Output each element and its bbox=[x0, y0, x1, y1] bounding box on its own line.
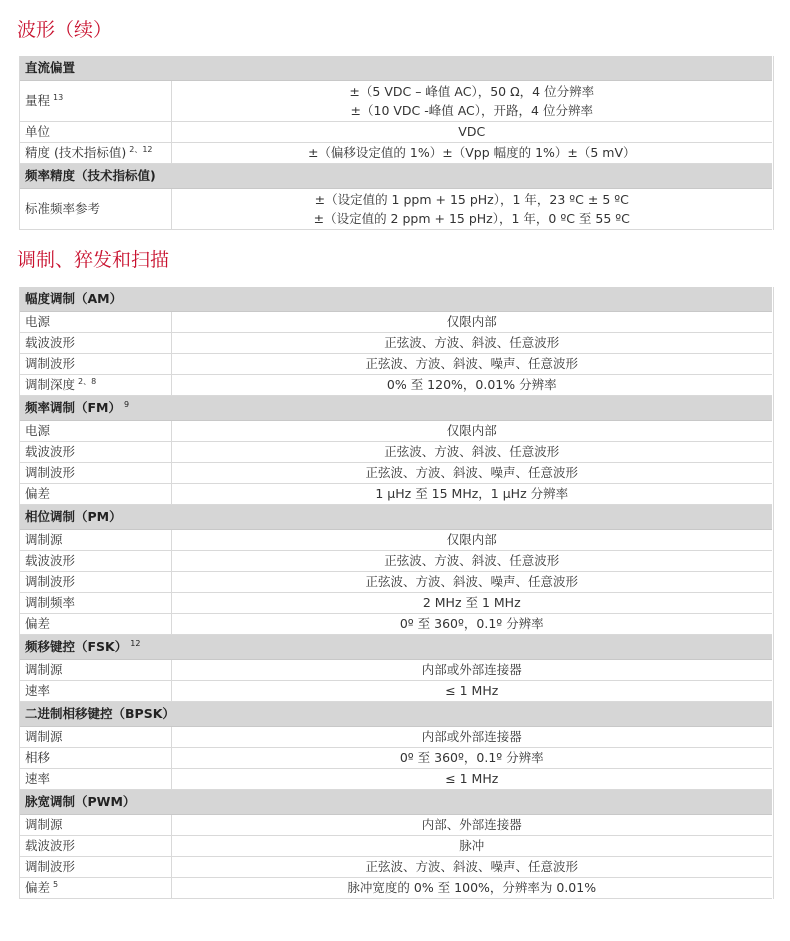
table-row bbox=[19, 189, 772, 230]
table-row bbox=[19, 312, 772, 333]
row-label: 调制波形 bbox=[19, 572, 171, 593]
table-row bbox=[19, 572, 772, 593]
row-value: 正弦波、方波、斜波、噪声、任意波形 bbox=[171, 572, 772, 593]
row-value: 2 MHz 至 1 MHz bbox=[171, 593, 772, 614]
table-row bbox=[19, 727, 772, 748]
row-label: 单位 bbox=[19, 122, 171, 143]
row-label: 偏差 bbox=[19, 614, 171, 635]
group-header-pm bbox=[19, 505, 772, 530]
table-row bbox=[19, 815, 772, 836]
row-value: 正弦波、方波、斜波、任意波形 bbox=[171, 442, 772, 463]
group-title: 频移键控（FSK） $^{12}$ bbox=[19, 635, 772, 660]
row-value: ±（5 VDC – 峰值 AC），50 Ω，4 位分辨率 ±（10 VDC -峰值 AC），开路，4 位分辨率 bbox=[171, 81, 772, 122]
row-label: 精度 (技术指标值) $^{2、12}$ bbox=[19, 143, 171, 164]
row-value: 内部、外部连接器 bbox=[171, 815, 772, 836]
table-row bbox=[19, 836, 772, 857]
section-title-waveform: 波形（续） bbox=[17, 19, 113, 41]
table-row bbox=[19, 463, 772, 484]
row-value: 仅限内部 bbox=[171, 530, 772, 551]
row-value: 脉冲 bbox=[171, 836, 772, 857]
row-label: 调制源 bbox=[19, 815, 171, 836]
row-value: 正弦波、方波、斜波、任意波形 bbox=[171, 333, 772, 354]
table-row bbox=[19, 857, 772, 878]
footnote-ref: 2、12 bbox=[129, 145, 153, 154]
row-label: 电源 bbox=[19, 421, 171, 442]
row-label: 载波波形 bbox=[19, 442, 171, 463]
modulation-table bbox=[19, 287, 772, 899]
group-header-dc-offset bbox=[19, 56, 772, 81]
row-label: 载波波形 bbox=[19, 836, 171, 857]
table-row bbox=[19, 530, 772, 551]
row-label: 调制频率 bbox=[19, 593, 171, 614]
row-label: 调制波形 bbox=[19, 857, 171, 878]
table-row bbox=[19, 878, 772, 899]
row-value: 1 μHz 至 15 MHz，1 μHz 分辨率 bbox=[171, 484, 772, 505]
group-title: 幅度调制（AM） bbox=[19, 287, 772, 312]
table-row bbox=[19, 81, 772, 122]
table-row bbox=[19, 333, 772, 354]
row-label: 电源 bbox=[19, 312, 171, 333]
group-title: 频率调制（FM） $^9$ bbox=[19, 396, 772, 421]
footnote-ref: 12 bbox=[130, 639, 141, 648]
dc-offset-frequency-table bbox=[19, 56, 772, 230]
row-value: 0º 至 360º，0.1º 分辨率 bbox=[171, 614, 772, 635]
table-row bbox=[19, 614, 772, 635]
row-value: 正弦波、方波、斜波、噪声、任意波形 bbox=[171, 354, 772, 375]
group-title: 二进制相移键控（BPSK） bbox=[19, 702, 772, 727]
row-value: 0% 至 120%，0.01% 分辨率 bbox=[171, 375, 772, 396]
footnote-ref: 2、8 bbox=[78, 377, 97, 386]
row-label: 调制源 bbox=[19, 660, 171, 681]
row-label: 速率 bbox=[19, 769, 171, 790]
table-row bbox=[19, 122, 772, 143]
row-label: 载波波形 bbox=[19, 333, 171, 354]
row-label: 调制源 bbox=[19, 530, 171, 551]
group-header-pwm bbox=[19, 790, 772, 815]
row-value: 仅限内部 bbox=[171, 421, 772, 442]
group-header-fsk bbox=[19, 635, 772, 660]
row-value: 0º 至 360º，0.1º 分辨率 bbox=[171, 748, 772, 769]
row-value: 正弦波、方波、斜波、噪声、任意波形 bbox=[171, 857, 772, 878]
table-row bbox=[19, 748, 772, 769]
row-label: 偏差 bbox=[19, 484, 171, 505]
row-value: 脉冲宽度的 0% 至 100%，分辨率为 0.01% bbox=[171, 878, 772, 899]
row-label: 量程 $^{13}$ bbox=[19, 81, 171, 122]
group-header-fm bbox=[19, 396, 772, 421]
group-title: 相位调制（PM） bbox=[19, 505, 772, 530]
table-row bbox=[19, 354, 772, 375]
table-row bbox=[19, 593, 772, 614]
row-value: 正弦波、方波、斜波、噪声、任意波形 bbox=[171, 463, 772, 484]
table-row bbox=[19, 769, 772, 790]
row-label: 相移 bbox=[19, 748, 171, 769]
row-value: 正弦波、方波、斜波、任意波形 bbox=[171, 551, 772, 572]
row-value: 内部或外部连接器 bbox=[171, 727, 772, 748]
table-row bbox=[19, 484, 772, 505]
table-row bbox=[19, 442, 772, 463]
row-label: 调制源 bbox=[19, 727, 171, 748]
row-value: ≤ 1 MHz bbox=[171, 681, 772, 702]
row-label: 标准频率参考 bbox=[19, 189, 171, 230]
footnote-ref: 9 bbox=[123, 400, 130, 409]
row-value: 仅限内部 bbox=[171, 312, 772, 333]
row-value: VDC bbox=[171, 122, 772, 143]
table-row bbox=[19, 421, 772, 442]
row-value: ≤ 1 MHz bbox=[171, 769, 772, 790]
table-row bbox=[19, 551, 772, 572]
table-row bbox=[19, 375, 772, 396]
row-label: 偏差 $^5$ bbox=[19, 878, 171, 899]
group-title: 频率精度（技术指标值) bbox=[19, 164, 772, 189]
table-row bbox=[19, 660, 772, 681]
group-header-frequency-accuracy bbox=[19, 164, 772, 189]
table-row bbox=[19, 143, 772, 164]
footnote-ref: 5 bbox=[53, 880, 59, 889]
row-label: 载波波形 bbox=[19, 551, 171, 572]
row-value: ±（设定值的 1 ppm + 15 pHz），1 年，23 ºC ± 5 ºC ±（设定值的 2 ppm + 15 pHz），1 年，0 ºC 至 55 ºC bbox=[171, 189, 772, 230]
row-value: ±（偏移设定值的 1%）±（Vpp 幅度的 1%）±（5 mV） bbox=[171, 143, 772, 164]
table-row bbox=[19, 681, 772, 702]
footnote-ref: 13 bbox=[53, 93, 64, 102]
group-title: 直流偏置 bbox=[19, 56, 772, 81]
group-header-am bbox=[19, 287, 772, 312]
group-header-bpsk bbox=[19, 702, 772, 727]
group-title: 脉宽调制（PWM） bbox=[19, 790, 772, 815]
row-label: 调制深度 $^{2、8}$ bbox=[19, 375, 171, 396]
section-title-modulation: 调制、猝发和扫描 bbox=[17, 249, 170, 271]
row-value: 内部或外部连接器 bbox=[171, 660, 772, 681]
row-label: 调制波形 bbox=[19, 463, 171, 484]
row-label: 速率 bbox=[19, 681, 171, 702]
row-label: 调制波形 bbox=[19, 354, 171, 375]
